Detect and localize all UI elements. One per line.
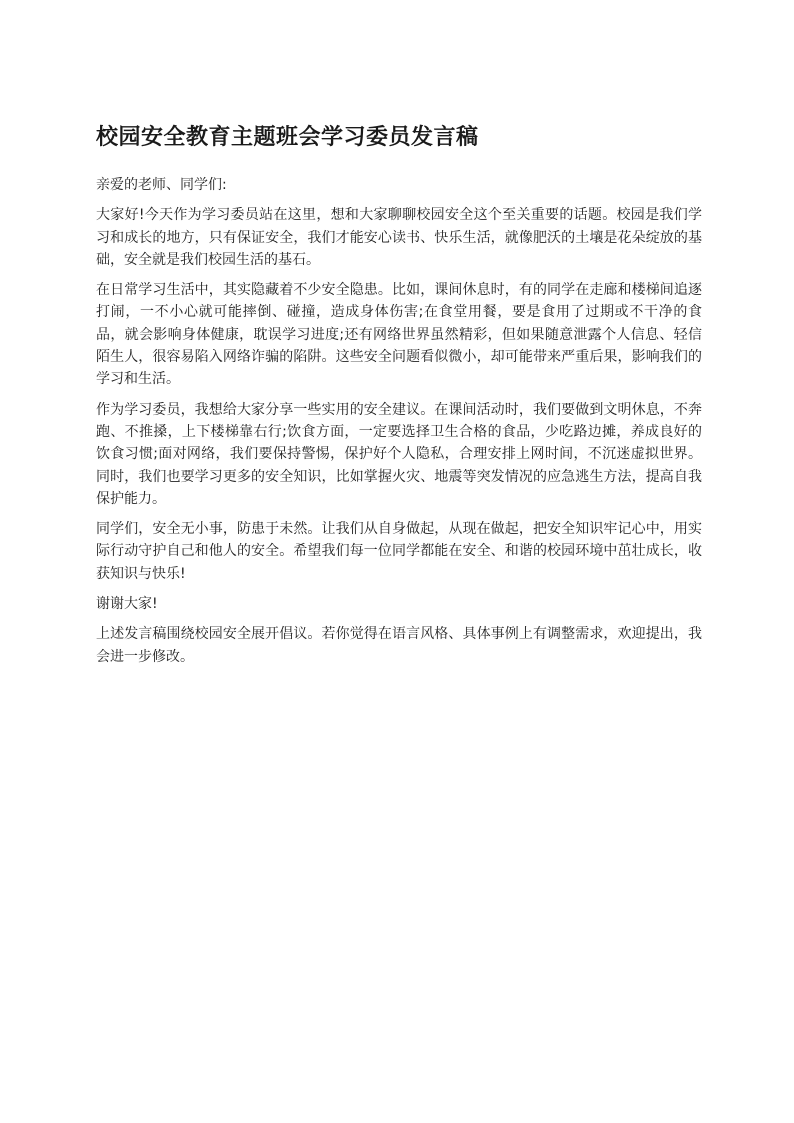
document-title: 校园安全教育主题班会学习委员发言稿 [96, 125, 479, 150]
paragraph-greeting: 大家好!今天作为学习委员站在这里，想和大家聊聊校园安全这个至关重要的话题。校园是我们学习和成长的地方，只有保证安全，我们才能安心读书、快乐生活，就像肥沃的土壤是花朵绽放的基础，安全就是我们校园生活的基石。 [96, 207, 702, 268]
paragraph-thanks: 谢谢大家! [96, 596, 158, 613]
paragraph-salutation: 亲爱的老师、同学们: [96, 177, 227, 193]
paragraph-closing: 同学们，安全无小事，防患于未然。让我们从自身做起，从现在做起，把安全知识牢记心中，用实际行动守护自己和他人的安全。希望我们每一位同学都能在安全、和谐的校园环境中茁壮成长，收获知识与快乐! [96, 521, 702, 582]
paragraph-hazards: 在日常学习生活中，其实隐藏着不少安全隐患。比如，课间休息时，有的同学在走廊和楼梯间追逐打闹，一不小心就可能摔倒、碰撞，造成身体伤害;在食堂用餐，要是食用了过期或不干净的食品，就会影响身体健康，耽误学习进度;还有网络世界虽然精彩，但如果随意泄露个人信息、轻信陌生人，很容易陷入网络诈骗的陷阱。这些安全问题看似微小，却可能带来严重后果，影响我们的学习和生活。 [96, 282, 702, 388]
paragraph-suggestions: 作为学习委员，我想给大家分享一些实用的安全建议。在课间活动时，我们要做到文明休息，不奔跑、不推搡，上下楼梯靠右行;饮食方面，一定要选择卫生合格的食品，少吃路边摊，养成良好的饮食习惯;面对网络，我们要保持警惕，保护好个人隐私，合理安排上网时间，不沉迷虚拟世界。同时，我们也要学习更多的安全知识，比如掌握火灾、地震等突发情况的应急逃生方法，提高自我保护能力。 [96, 401, 702, 507]
document-page [96, 118, 702, 676]
paragraph-note: 上述发言稿围绕校园安全展开倡议。若你觉得在语言风格、具体事例上有调整需求，欢迎提出，我会进一步修改。 [96, 626, 702, 665]
